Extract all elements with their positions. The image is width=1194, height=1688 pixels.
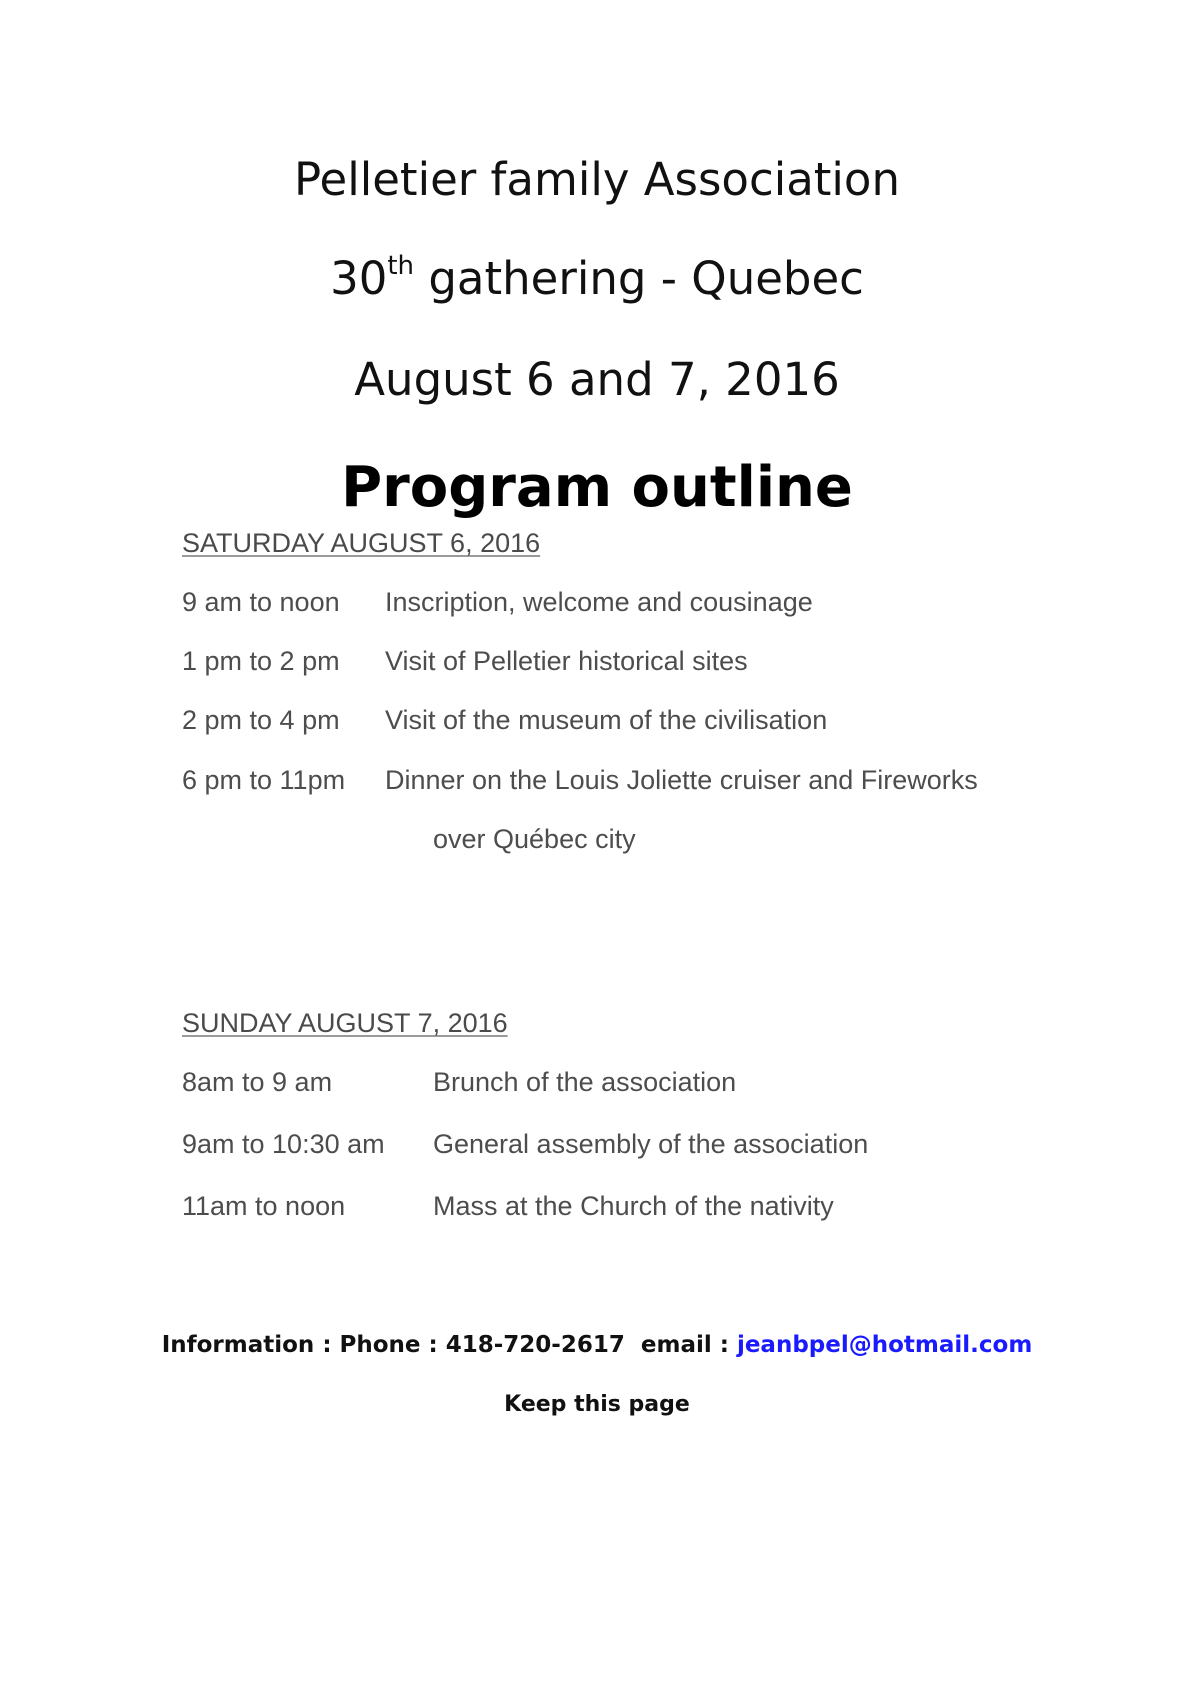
schedule-event: General assembly of the association [433,1129,869,1159]
schedule-event: Brunch of the association [433,1067,737,1097]
gathering-ordinal-suffix: th [387,251,415,281]
schedule-row [0,1129,1194,1169]
gathering-title [0,252,1194,305]
schedule-row [0,587,1194,627]
schedule-row [0,765,1194,805]
keep-page-note: Keep this page [504,1392,690,1417]
schedule-event: Inscription, welcome and cousinage [385,587,813,617]
schedule-time: 6 pm to 11pm [182,765,346,795]
schedule-row [0,1191,1194,1231]
schedule-event: Visit of the museum of the civilisation [385,705,828,735]
sunday-title: SUNDAY AUGUST 7, 2016 [182,1008,508,1038]
saturday-title: SATURDAY AUGUST 6, 2016 [182,528,541,558]
schedule-event: Mass at the Church of the nativity [433,1191,834,1221]
schedule-row [0,646,1194,686]
schedule-time: 8am to 9 am [182,1067,333,1097]
schedule-event: Visit of Pelletier historical sites [385,646,748,676]
schedule-time: 1 pm to 2 pm [182,646,340,676]
schedule-time: 11am to noon [182,1191,346,1221]
contact-info [0,1332,1194,1358]
contact-phone-text: Information : Phone : 418-720-2617 email : [161,1332,737,1358]
gathering-number: 30 [330,252,388,305]
program-heading: Program outline [341,455,853,520]
schedule-row [0,705,1194,745]
schedule-time: 2 pm to 4 pm [182,705,340,735]
schedule-row [0,1067,1194,1107]
gathering-text: gathering - Quebec [414,252,864,305]
association-title: Pelletier family Association [294,153,900,206]
event-dates: August 6 and 7, 2016 [354,353,840,406]
schedule-event-continuation: over Québec city [433,824,636,854]
schedule-row-continuation [0,824,1194,864]
schedule-event: Dinner on the Louis Joliette cruiser and Fireworks [385,765,978,795]
email-link[interactable]: jeanbpel@hotmail.com [736,1332,1033,1358]
schedule-time: 9am to 10:30 am [182,1129,385,1159]
schedule-time: 9 am to noon [182,587,340,617]
